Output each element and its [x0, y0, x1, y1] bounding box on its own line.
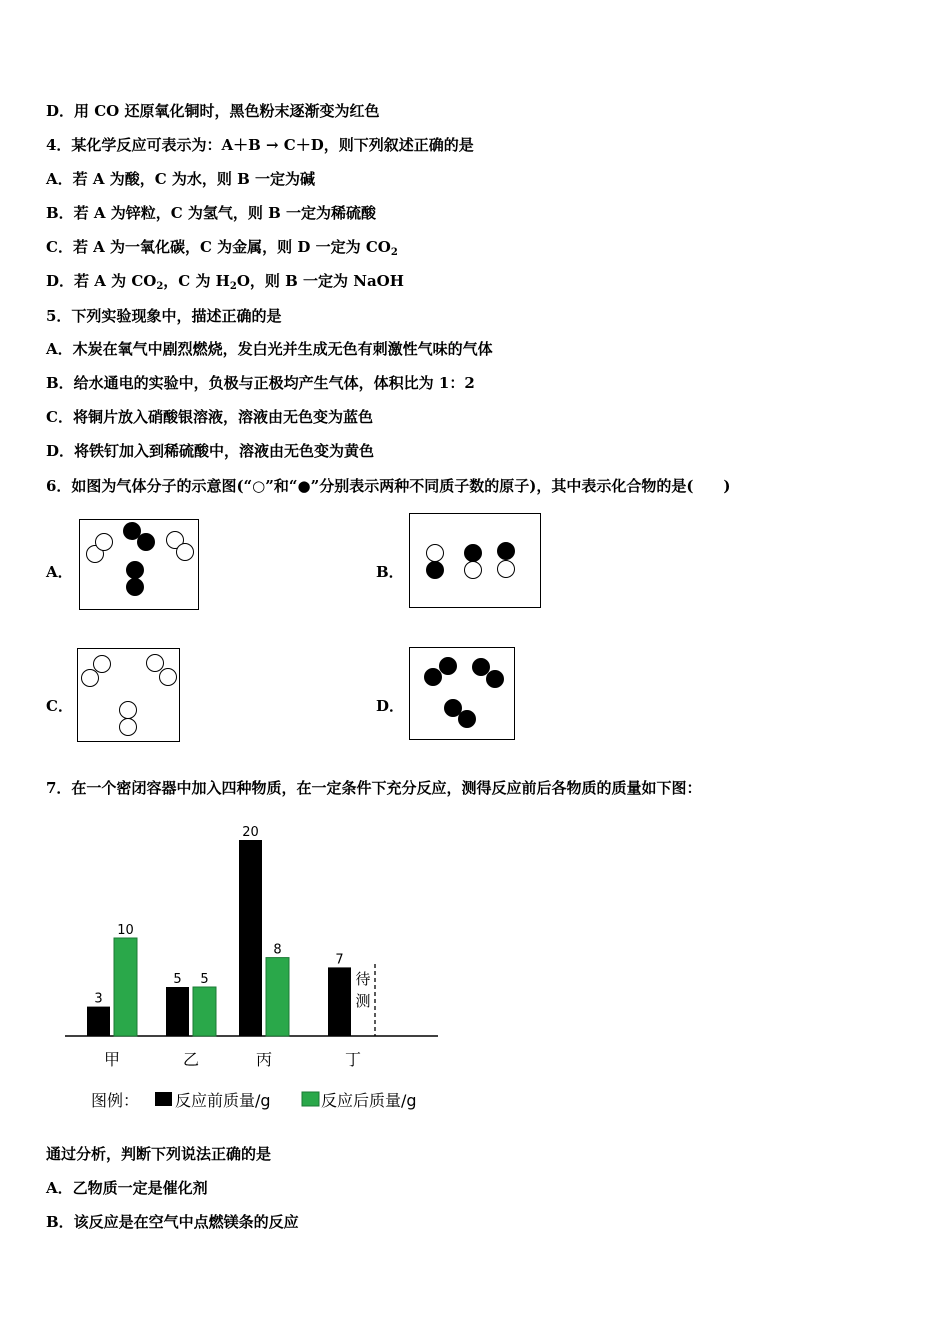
white-atom — [81, 669, 99, 687]
value-label-before-3: 7 — [335, 952, 344, 968]
white-atom — [119, 718, 137, 736]
mass-bar-chart — [60, 815, 450, 1120]
q4-option-a: A．若 A 为酸，C 为水，则 B 一定为碱 — [46, 170, 316, 188]
white-atom — [95, 533, 113, 551]
black-atom — [126, 578, 144, 596]
value-label-after-2: 8 — [273, 942, 282, 958]
q5-option-b: B．给水通电的实验中，负极与正极均产生气体，体积比为 1：2 — [46, 374, 475, 392]
white-atom — [159, 668, 177, 686]
legend-label-before: 反应前质量/g — [175, 1091, 271, 1110]
black-atom — [439, 657, 457, 675]
value-label-before-2: 20 — [242, 825, 259, 840]
q6-option-d-label: D． — [376, 697, 405, 715]
question-4-stem: 4．某化学反应可表示为：A＋B → C＋D，则下列叙述正确的是 — [46, 136, 474, 154]
black-atom — [137, 533, 155, 551]
q6-diagram-c[interactable] — [77, 648, 180, 742]
value-label-after-1: 5 — [200, 972, 209, 987]
subscript: 2 — [390, 247, 398, 258]
question-7-stem: 7．在一个密闭容器中加入四种物质，在一定条件下充分反应，测得反应前后各物质的质量如下图： — [46, 779, 702, 797]
black-atom — [464, 544, 482, 562]
q4-option-b: B．若 A 为锌粒，C 为氢气，则 B 一定为稀硫酸 — [46, 204, 377, 222]
black-atom — [497, 542, 515, 560]
q5-option-c: C．将铜片放入硝酸银溶液，溶液由无色变为蓝色 — [46, 408, 373, 426]
q4-option-d-text-3: O，则 B 一定为 NaOH — [236, 272, 404, 290]
legend-swatch-before — [155, 1092, 172, 1106]
legend-title: 图例： — [90, 1091, 140, 1110]
subscript: 2 — [156, 281, 164, 292]
q4-option-c — [46, 237, 398, 263]
q6-diagram-a[interactable] — [79, 519, 199, 610]
q6-option-a-label: A． — [46, 563, 73, 581]
white-atom — [497, 560, 515, 578]
white-atom — [176, 543, 194, 561]
value-label-before-1: 5 — [173, 972, 182, 987]
category-label-1: 乙 — [182, 1050, 200, 1069]
bar-after-2 — [266, 958, 289, 1036]
black-atom — [126, 561, 144, 579]
black-atom — [486, 670, 504, 688]
q6-diagram-b[interactable] — [409, 513, 541, 608]
black-atom — [424, 668, 442, 686]
q6-option-b-label: B． — [376, 563, 404, 581]
q4-option-d-text-2: ，C 为 H — [163, 272, 230, 290]
value-label-after-0: 10 — [117, 923, 134, 938]
white-atom — [426, 544, 444, 562]
q6-option-c-label: C． — [46, 697, 73, 715]
subscript: 2 — [229, 281, 237, 292]
black-atom — [426, 561, 444, 579]
q4-option-d-text-1: D．若 A 为 CO — [46, 272, 157, 290]
bar-before-2 — [239, 840, 262, 1036]
white-atom — [93, 655, 111, 673]
unknown-label-char-1: 待 — [355, 970, 371, 988]
q5-option-a: A．木炭在氧气中剧烈燃烧，发白光并生成无色有刺激性气味的气体 — [46, 340, 493, 358]
value-label-before-0: 3 — [94, 991, 103, 1007]
legend-label-after: 反应后质量/g — [321, 1091, 417, 1110]
legend-swatch-after — [302, 1092, 319, 1106]
q4-option-d — [46, 271, 404, 297]
q7-option-b: B．该反应是在空气中点燃镁条的反应 — [46, 1213, 299, 1231]
q5-option-d: D．将铁钉加入到稀硫酸中，溶液由无色变为黄色 — [46, 442, 375, 460]
category-label-2: 丙 — [255, 1050, 273, 1069]
unknown-label-char-2: 测 — [355, 992, 371, 1010]
question-6-stem: 6．如图为气体分子的示意图(“○”和“●”分别表示两种不同质子数的原子)，其中表示化合物的是( ) — [46, 477, 731, 495]
category-label-0: 甲 — [103, 1050, 121, 1069]
white-atom — [119, 701, 137, 719]
bar-before-3 — [328, 967, 351, 1036]
q6-diagram-d[interactable] — [409, 647, 515, 740]
bar-before-1 — [166, 987, 189, 1036]
q7-prompt: 通过分析，判断下列说法正确的是 — [46, 1145, 272, 1163]
bar-after-0 — [114, 938, 137, 1036]
q4-option-c-text: C．若 A 为一氧化碳，C 为金属，则 D 一定为 CO — [46, 238, 391, 256]
category-label-3: 丁 — [344, 1050, 362, 1069]
option-d-line: D．用 CO 还原氧化铜时，黑色粉末逐渐变为红色 — [46, 102, 380, 120]
bar-after-1 — [193, 987, 216, 1036]
black-atom — [458, 710, 476, 728]
q7-option-a: A．乙物质一定是催化剂 — [46, 1179, 208, 1197]
white-atom — [464, 561, 482, 579]
question-5-stem: 5．下列实验现象中，描述正确的是 — [46, 307, 282, 325]
bar-before-0 — [87, 1007, 110, 1036]
